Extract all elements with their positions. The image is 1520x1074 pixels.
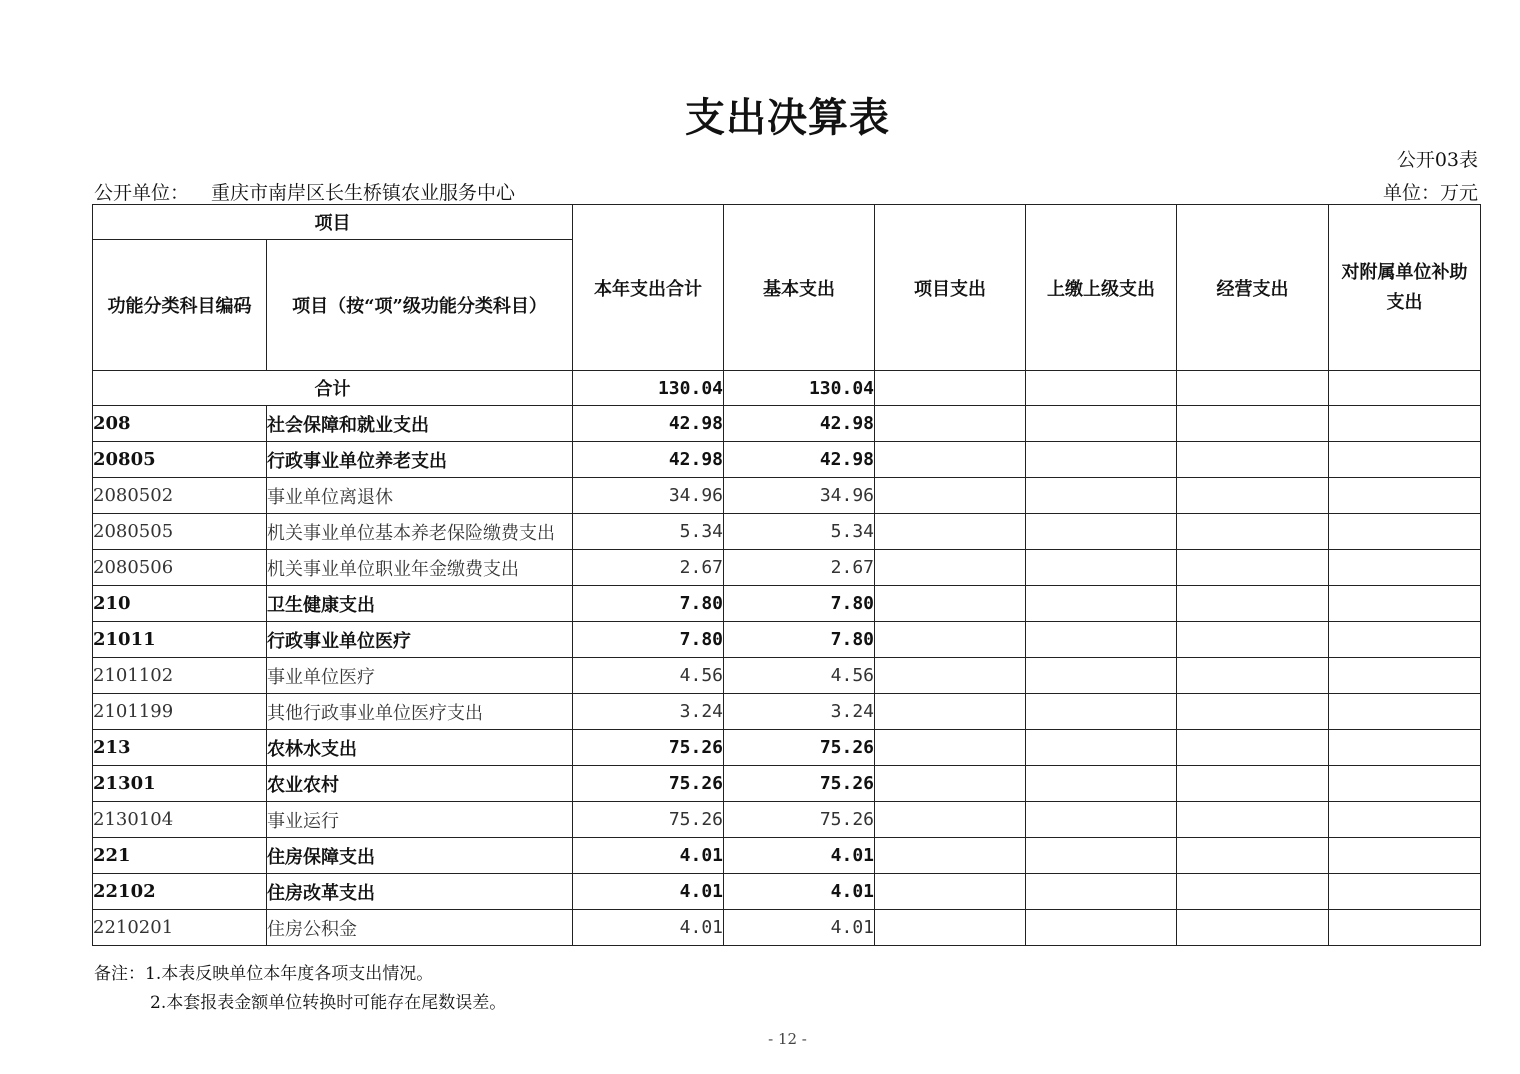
row-total: 42.98 xyxy=(573,442,724,478)
row-project-expenditure xyxy=(875,694,1026,730)
row-code: 2080506 xyxy=(93,550,267,586)
header-upper-remittance: 上缴上级支出 xyxy=(1026,205,1177,371)
table-row xyxy=(93,802,1481,838)
row-total: 42.98 xyxy=(573,406,724,442)
header-name: 项目（按“项”级功能分类科目） xyxy=(267,240,573,371)
row-basic: 7.80 xyxy=(724,586,875,622)
row-project-expenditure xyxy=(875,802,1026,838)
reporting-unit-name: 重庆市南岸区长生桥镇农业服务中心 xyxy=(211,182,516,204)
row-business xyxy=(1177,838,1329,874)
table-row xyxy=(93,478,1481,514)
row-upper-remittance xyxy=(1026,730,1177,766)
row-basic: 4.01 xyxy=(724,910,875,946)
page-number: - 12 - xyxy=(768,1030,807,1048)
row-subsidy xyxy=(1329,406,1481,442)
row-upper-remittance xyxy=(1026,658,1177,694)
row-business xyxy=(1177,550,1329,586)
row-subsidy xyxy=(1329,694,1481,730)
row-total: 4.01 xyxy=(573,874,724,910)
table-row xyxy=(93,838,1481,874)
total-row xyxy=(93,371,1481,406)
row-code: 210 xyxy=(93,586,267,622)
row-basic: 2.67 xyxy=(724,550,875,586)
total-upper-remittance xyxy=(1026,371,1177,406)
header-subsidy xyxy=(1329,205,1481,371)
row-subsidy xyxy=(1329,838,1481,874)
total-project-expenditure xyxy=(875,371,1026,406)
row-total: 75.26 xyxy=(573,802,724,838)
row-code: 2210201 xyxy=(93,910,267,946)
row-name: 机关事业单位职业年金缴费支出 xyxy=(267,550,573,586)
table-row xyxy=(93,874,1481,910)
row-name: 事业单位离退休 xyxy=(267,478,573,514)
row-code: 2080502 xyxy=(93,478,267,514)
row-subsidy xyxy=(1329,730,1481,766)
reporting-unit xyxy=(94,178,515,205)
header-subsidy-line1: 对附属单位补助 xyxy=(1341,261,1468,283)
row-total: 5.34 xyxy=(573,514,724,550)
row-project-expenditure xyxy=(875,514,1026,550)
total-business xyxy=(1177,371,1329,406)
row-project-expenditure xyxy=(875,730,1026,766)
header-business: 经营支出 xyxy=(1177,205,1329,371)
row-business xyxy=(1177,622,1329,658)
row-subsidy xyxy=(1329,550,1481,586)
row-code: 213 xyxy=(93,730,267,766)
row-business xyxy=(1177,478,1329,514)
table-row xyxy=(93,550,1481,586)
row-subsidy xyxy=(1329,586,1481,622)
table-row xyxy=(93,622,1481,658)
row-code: 2130104 xyxy=(93,802,267,838)
row-name: 农林水支出 xyxy=(267,730,573,766)
row-total: 3.24 xyxy=(573,694,724,730)
row-name: 事业运行 xyxy=(267,802,573,838)
row-name: 住房改革支出 xyxy=(267,874,573,910)
row-upper-remittance xyxy=(1026,586,1177,622)
row-upper-remittance xyxy=(1026,442,1177,478)
row-project-expenditure xyxy=(875,478,1026,514)
currency-unit: 单位：万元 xyxy=(1382,182,1478,204)
row-project-expenditure xyxy=(875,550,1026,586)
table-row xyxy=(93,442,1481,478)
page-title: 支出决算表 xyxy=(685,94,890,141)
row-upper-remittance xyxy=(1026,622,1177,658)
row-code: 21011 xyxy=(93,622,267,658)
row-code: 2101102 xyxy=(93,658,267,694)
row-business xyxy=(1177,406,1329,442)
reporting-unit-label: 公开单位： xyxy=(94,182,190,204)
header-project-expenditure: 项目支出 xyxy=(875,205,1026,371)
table-row xyxy=(93,910,1481,946)
row-project-expenditure xyxy=(875,586,1026,622)
row-name: 事业单位医疗 xyxy=(267,658,573,694)
row-subsidy xyxy=(1329,766,1481,802)
row-code: 21301 xyxy=(93,766,267,802)
row-upper-remittance xyxy=(1026,550,1177,586)
row-subsidy xyxy=(1329,802,1481,838)
row-total: 4.01 xyxy=(573,910,724,946)
row-upper-remittance xyxy=(1026,406,1177,442)
row-business xyxy=(1177,730,1329,766)
row-basic: 75.26 xyxy=(724,730,875,766)
row-basic: 5.34 xyxy=(724,514,875,550)
row-upper-remittance xyxy=(1026,874,1177,910)
row-business xyxy=(1177,586,1329,622)
row-code: 221 xyxy=(93,838,267,874)
header-total: 本年支出合计 xyxy=(573,205,724,371)
row-basic: 75.26 xyxy=(724,802,875,838)
row-subsidy xyxy=(1329,514,1481,550)
note-line-1: 备注：1.本表反映单位本年度各项支出情况。 xyxy=(94,964,434,984)
row-upper-remittance xyxy=(1026,478,1177,514)
header-project: 项目 xyxy=(93,205,573,240)
row-name: 行政事业单位医疗 xyxy=(267,622,573,658)
row-upper-remittance xyxy=(1026,694,1177,730)
row-basic: 75.26 xyxy=(724,766,875,802)
row-code: 208 xyxy=(93,406,267,442)
row-name: 农业农村 xyxy=(267,766,573,802)
row-subsidy xyxy=(1329,442,1481,478)
row-business xyxy=(1177,766,1329,802)
row-basic: 42.98 xyxy=(724,406,875,442)
row-upper-remittance xyxy=(1026,802,1177,838)
note-line-2: 2.本套报表金额单位转换时可能存在尾数误差。 xyxy=(150,993,507,1013)
row-subsidy xyxy=(1329,874,1481,910)
row-basic: 42.98 xyxy=(724,442,875,478)
table-row xyxy=(93,694,1481,730)
row-project-expenditure xyxy=(875,622,1026,658)
row-business xyxy=(1177,514,1329,550)
row-total: 7.80 xyxy=(573,586,724,622)
row-upper-remittance xyxy=(1026,514,1177,550)
row-code: 20805 xyxy=(93,442,267,478)
row-code: 22102 xyxy=(93,874,267,910)
row-name: 其他行政事业单位医疗支出 xyxy=(267,694,573,730)
row-subsidy xyxy=(1329,622,1481,658)
row-project-expenditure xyxy=(875,406,1026,442)
notes xyxy=(94,960,506,1018)
row-name: 卫生健康支出 xyxy=(267,586,573,622)
header-basic: 基本支出 xyxy=(724,205,875,371)
row-total: 75.26 xyxy=(573,730,724,766)
row-basic: 4.01 xyxy=(724,874,875,910)
row-total: 34.96 xyxy=(573,478,724,514)
row-project-expenditure xyxy=(875,442,1026,478)
table-row xyxy=(93,586,1481,622)
row-subsidy xyxy=(1329,658,1481,694)
row-project-expenditure xyxy=(875,838,1026,874)
row-total: 7.80 xyxy=(573,622,724,658)
row-business xyxy=(1177,910,1329,946)
row-basic: 34.96 xyxy=(724,478,875,514)
total-label: 合计 xyxy=(93,371,573,406)
total-basic: 130.04 xyxy=(724,371,875,406)
row-total: 2.67 xyxy=(573,550,724,586)
row-name: 机关事业单位基本养老保险缴费支出 xyxy=(267,514,573,550)
row-upper-remittance xyxy=(1026,766,1177,802)
row-code: 2101199 xyxy=(93,694,267,730)
row-total: 4.56 xyxy=(573,658,724,694)
row-subsidy xyxy=(1329,478,1481,514)
row-name: 住房公积金 xyxy=(267,910,573,946)
row-name: 行政事业单位养老支出 xyxy=(267,442,573,478)
table-row xyxy=(93,406,1481,442)
header-subsidy-line2: 支出 xyxy=(1386,291,1423,313)
row-name: 社会保障和就业支出 xyxy=(267,406,573,442)
row-basic: 7.80 xyxy=(724,622,875,658)
row-project-expenditure xyxy=(875,874,1026,910)
row-business xyxy=(1177,442,1329,478)
header-code: 功能分类科目编码 xyxy=(93,240,267,371)
row-project-expenditure xyxy=(875,910,1026,946)
row-upper-remittance xyxy=(1026,910,1177,946)
total-subsidy xyxy=(1329,371,1481,406)
table-row xyxy=(93,766,1481,802)
row-subsidy xyxy=(1329,910,1481,946)
expenditure-table xyxy=(92,204,1481,946)
total-amount: 130.04 xyxy=(573,371,724,406)
row-business xyxy=(1177,658,1329,694)
row-basic: 4.56 xyxy=(724,658,875,694)
row-total: 75.26 xyxy=(573,766,724,802)
row-project-expenditure xyxy=(875,658,1026,694)
row-upper-remittance xyxy=(1026,838,1177,874)
row-business xyxy=(1177,802,1329,838)
row-total: 4.01 xyxy=(573,838,724,874)
row-business xyxy=(1177,694,1329,730)
table-row xyxy=(93,658,1481,694)
form-number: 公开03表 xyxy=(1396,149,1478,171)
row-name: 住房保障支出 xyxy=(267,838,573,874)
row-basic: 3.24 xyxy=(724,694,875,730)
row-code: 2080505 xyxy=(93,514,267,550)
row-basic: 4.01 xyxy=(724,838,875,874)
table-row xyxy=(93,730,1481,766)
table-row xyxy=(93,514,1481,550)
row-business xyxy=(1177,874,1329,910)
row-project-expenditure xyxy=(875,766,1026,802)
